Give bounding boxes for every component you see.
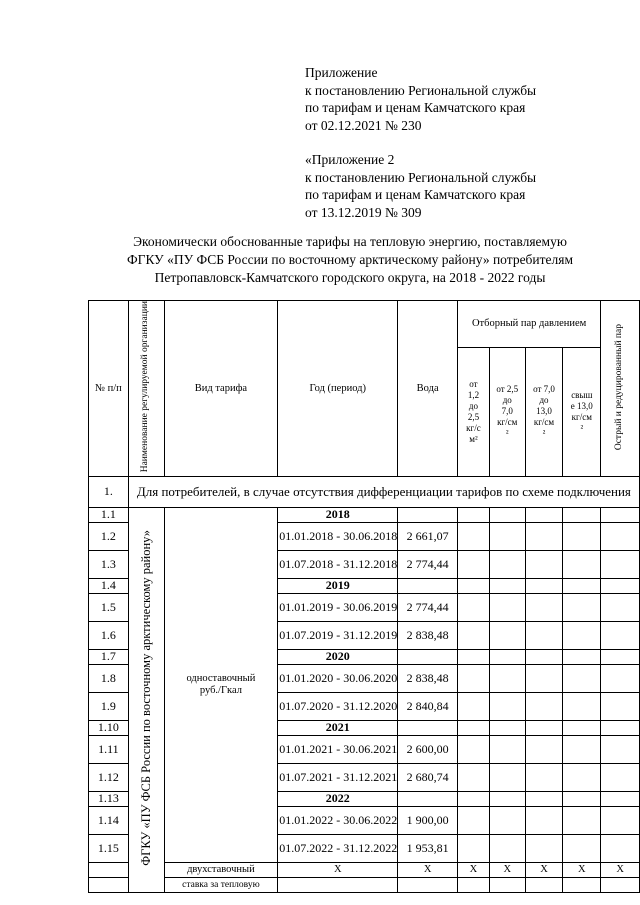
header-year: Год (период) xyxy=(278,301,398,477)
two-part-label: двухставочный xyxy=(164,862,278,877)
water-value xyxy=(398,578,458,593)
period-cell: 01.07.2021 - 31.12.2021 xyxy=(278,763,398,791)
header-sharp-steam xyxy=(601,301,640,477)
steam-value xyxy=(563,664,601,692)
period-cell: 01.01.2022 - 30.06.2022 xyxy=(278,806,398,834)
steam-value xyxy=(601,621,640,649)
steam-value xyxy=(601,522,640,550)
appendix2-line: к постановлению Региональной службы xyxy=(305,169,537,185)
period-cell: 01.07.2018 - 31.12.2018 xyxy=(278,550,398,578)
row-num: 1.1 xyxy=(89,507,129,522)
year-cell: 2018 xyxy=(278,507,398,522)
water-value xyxy=(398,649,458,664)
row-num: 1.9 xyxy=(89,692,129,720)
section-title: Для потребителей, в случае отсутствия дифференциации тарифов по схеме подключения xyxy=(128,476,639,507)
appendix2-line: от 13.12.2019 № 309 xyxy=(305,204,422,220)
steam-value xyxy=(601,834,640,862)
row-num: 1.5 xyxy=(89,593,129,621)
water-value: 1 900,00 xyxy=(398,806,458,834)
water-value: 2 838,48 xyxy=(398,664,458,692)
steam-value xyxy=(489,593,525,621)
steam-value xyxy=(525,649,563,664)
row-num: 1.3 xyxy=(89,550,129,578)
row-num xyxy=(89,877,129,892)
steam-value xyxy=(563,593,601,621)
header-steam-3: от 7,0 до 13,0 кг/см ² xyxy=(525,348,563,477)
table-row xyxy=(89,507,640,522)
steam-value xyxy=(525,834,563,862)
steam-value xyxy=(525,735,563,763)
steam-value xyxy=(489,735,525,763)
rate-cell xyxy=(489,877,525,892)
header-org xyxy=(128,301,164,477)
appendix2-header xyxy=(305,151,536,221)
period-cell: 01.07.2019 - 31.12.2019 xyxy=(278,621,398,649)
row-num: 1.15 xyxy=(89,834,129,862)
steam-value xyxy=(489,578,525,593)
rate-cell xyxy=(278,877,398,892)
row-num: 1.4 xyxy=(89,578,129,593)
water-value: 2 774,44 xyxy=(398,550,458,578)
appendix-line: Приложение xyxy=(305,65,378,80)
appendix2-line: по тарифам и ценам Камчатского края xyxy=(305,187,526,202)
rate-cell xyxy=(563,877,601,892)
steam-value xyxy=(489,621,525,649)
steam-value xyxy=(601,735,640,763)
org-name-cell xyxy=(128,507,164,892)
steam-value xyxy=(458,720,490,735)
steam-value xyxy=(458,593,490,621)
steam-value xyxy=(601,791,640,806)
steam-value xyxy=(601,578,640,593)
steam-value xyxy=(525,763,563,791)
steam-value xyxy=(489,763,525,791)
row-num: 1.6 xyxy=(89,621,129,649)
steam-value xyxy=(563,763,601,791)
year-cell: 2022 xyxy=(278,791,398,806)
steam-value xyxy=(525,522,563,550)
title-line: ФГКУ «ПУ ФСБ России по восточному арктическому району» потребителям xyxy=(126,252,574,267)
year-cell: 2021 xyxy=(278,720,398,735)
two-part-x: X xyxy=(398,862,458,877)
steam-value xyxy=(563,522,601,550)
period-cell: 01.01.2018 - 30.06.2018 xyxy=(278,522,398,550)
header-num: № п/п xyxy=(89,301,129,477)
steam-value xyxy=(563,791,601,806)
steam-value xyxy=(563,550,601,578)
appendix2-line: «Приложение 2 xyxy=(305,152,395,167)
steam-value xyxy=(458,692,490,720)
two-part-row xyxy=(89,862,640,877)
appendix-header xyxy=(305,64,536,134)
steam-value xyxy=(601,550,640,578)
steam-value xyxy=(525,550,563,578)
steam-value xyxy=(525,791,563,806)
title-line: Петропавловск-Камчатского городского округа, на 2018 - 2022 годы xyxy=(154,270,546,285)
org-name: ФГКУ «ПУ ФСБ России по восточному арктическому району» xyxy=(138,530,153,866)
period-cell: 01.07.2020 - 31.12.2020 xyxy=(278,692,398,720)
steam-value xyxy=(458,522,490,550)
row-num: 1.7 xyxy=(89,649,129,664)
steam-value xyxy=(489,806,525,834)
steam-value xyxy=(563,621,601,649)
steam-value xyxy=(489,550,525,578)
header-water: Вода xyxy=(398,301,458,477)
row-num: 1.2 xyxy=(89,522,129,550)
header-sharp-text: Острый и редуцированный пар xyxy=(614,323,625,450)
water-value: 2 840,84 xyxy=(398,692,458,720)
steam-value xyxy=(601,507,640,522)
rate-cell xyxy=(601,877,640,892)
water-value: 2 600,00 xyxy=(398,735,458,763)
steam-value xyxy=(489,834,525,862)
two-part-x: X xyxy=(458,862,490,877)
rate-cell xyxy=(458,877,490,892)
steam-value xyxy=(563,649,601,664)
appendix-line: по тарифам и ценам Камчатского края xyxy=(305,100,526,115)
steam-value xyxy=(458,550,490,578)
steam-value xyxy=(458,791,490,806)
steam-value xyxy=(489,649,525,664)
tariff-type-cell xyxy=(164,507,278,862)
tariff-type-label: одноставочный руб./Гкал xyxy=(186,673,256,696)
water-value xyxy=(398,791,458,806)
year-cell: 2020 xyxy=(278,649,398,664)
water-value xyxy=(398,720,458,735)
appendix-line: от 02.12.2021 № 230 xyxy=(305,117,422,133)
rate-row xyxy=(89,877,640,892)
header-steam-group: Отборный пар давлением xyxy=(458,301,601,348)
steam-value xyxy=(458,735,490,763)
two-part-x: X xyxy=(601,862,640,877)
steam-value xyxy=(601,720,640,735)
document-title xyxy=(80,233,620,287)
steam-value xyxy=(601,664,640,692)
steam-value xyxy=(563,578,601,593)
water-value: 2 661,07 xyxy=(398,522,458,550)
tariff-table xyxy=(88,300,640,893)
appendix-line: к постановлению Региональной службы xyxy=(305,82,537,98)
row-num xyxy=(89,862,129,877)
steam-value xyxy=(563,834,601,862)
steam-value xyxy=(563,806,601,834)
rate-label: ставка за тепловую xyxy=(164,877,278,892)
steam-value xyxy=(458,621,490,649)
rate-cell xyxy=(398,877,458,892)
steam-value xyxy=(489,720,525,735)
steam-value xyxy=(525,720,563,735)
steam-value xyxy=(601,806,640,834)
two-part-x: X xyxy=(563,862,601,877)
steam-value xyxy=(601,593,640,621)
period-cell: 01.01.2020 - 30.06.2020 xyxy=(278,664,398,692)
row-num: 1.8 xyxy=(89,664,129,692)
steam-value xyxy=(458,763,490,791)
steam-value xyxy=(525,507,563,522)
steam-value xyxy=(489,692,525,720)
steam-value xyxy=(458,834,490,862)
header-org-text: Наименование регулируемой организации xyxy=(140,301,151,473)
water-value xyxy=(398,507,458,522)
steam-value xyxy=(489,664,525,692)
period-cell: 01.07.2022 - 31.12.2022 xyxy=(278,834,398,862)
steam-value xyxy=(458,649,490,664)
steam-value xyxy=(489,791,525,806)
steam-value xyxy=(525,578,563,593)
row-num: 1.10 xyxy=(89,720,129,735)
steam-value xyxy=(525,593,563,621)
row-num: 1.11 xyxy=(89,735,129,763)
water-value: 2 680,74 xyxy=(398,763,458,791)
row-num: 1.13 xyxy=(89,791,129,806)
rate-cell xyxy=(525,877,563,892)
steam-value xyxy=(458,578,490,593)
period-cell: 01.01.2021 - 30.06.2021 xyxy=(278,735,398,763)
two-part-x: X xyxy=(525,862,563,877)
water-value: 2 838,48 xyxy=(398,621,458,649)
header-steam-1: от 1,2 до 2,5 кг/с м² xyxy=(458,348,490,477)
steam-value xyxy=(601,763,640,791)
section-num: 1. xyxy=(89,476,129,507)
water-value: 2 774,44 xyxy=(398,593,458,621)
steam-value xyxy=(458,507,490,522)
header-steam-2: от 2,5 до 7,0 кг/см ² xyxy=(489,348,525,477)
steam-value xyxy=(563,692,601,720)
steam-value xyxy=(525,806,563,834)
header-steam-4: свыш е 13,0 кг/см ² xyxy=(563,348,601,477)
row-num: 1.12 xyxy=(89,763,129,791)
two-part-x: X xyxy=(489,862,525,877)
steam-value xyxy=(563,720,601,735)
steam-value xyxy=(563,507,601,522)
steam-value xyxy=(563,735,601,763)
steam-value xyxy=(601,692,640,720)
title-line: Экономически обоснованные тарифы на тепловую энергию, поставляемую xyxy=(133,234,567,249)
year-cell: 2019 xyxy=(278,578,398,593)
steam-value xyxy=(489,522,525,550)
steam-value xyxy=(458,806,490,834)
steam-value xyxy=(601,649,640,664)
steam-value xyxy=(489,507,525,522)
two-part-x: X xyxy=(278,862,398,877)
row-num: 1.14 xyxy=(89,806,129,834)
steam-value xyxy=(525,664,563,692)
steam-value xyxy=(525,621,563,649)
header-tariff-type: Вид тарифа xyxy=(164,301,278,477)
steam-value xyxy=(458,664,490,692)
steam-value xyxy=(525,692,563,720)
water-value: 1 953,81 xyxy=(398,834,458,862)
period-cell: 01.01.2019 - 30.06.2019 xyxy=(278,593,398,621)
